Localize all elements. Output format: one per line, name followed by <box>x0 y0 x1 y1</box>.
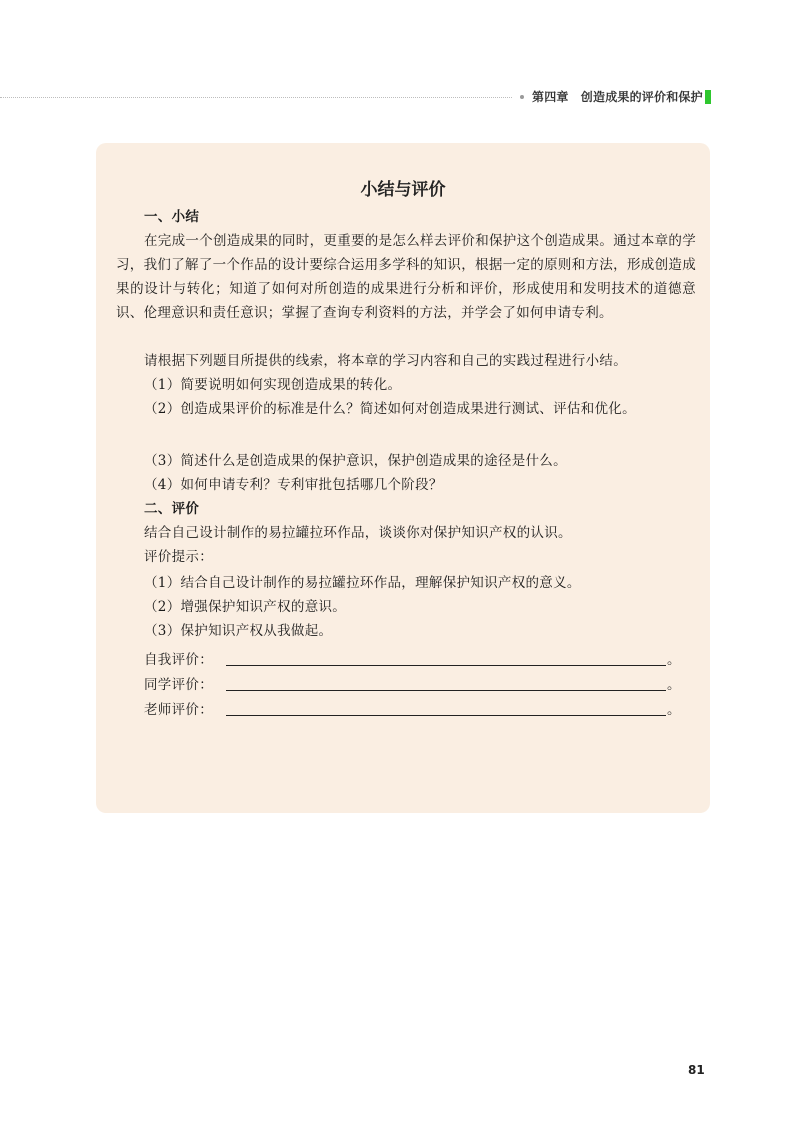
section1-intro: 在完成一个创造成果的同时，更重要的是怎么样去评价和保护这个创造成果。通过本章的学习，我们了解了一个作品的设计要综合运用多学科的知识，根据一定的原则和方法，形成创造成果的设计与转化；知道了如何对所创造的成果进行分析和评价，形成使用和发明技术的道德意识、伦理意识和责任意识；掌握了查询专利资料的方法，并学会了如何申请专利。 <box>116 233 696 321</box>
peer-evaluation-label: 同学评价： <box>144 677 213 693</box>
question-3: （3）简述什么是创造成果的保护意识，保护创造成果的途径是什么。 <box>144 453 567 469</box>
self-evaluation-end: 。 <box>667 652 681 668</box>
self-evaluation-row[interactable] <box>144 648 684 672</box>
peer-evaluation-line[interactable] <box>226 690 666 691</box>
header-dot <box>520 95 524 99</box>
question-4: （4）如何申请专利？专利审批包括哪几个阶段？ <box>144 477 443 493</box>
hint-label: 评价提示： <box>144 549 213 565</box>
teacher-evaluation-line[interactable] <box>226 715 666 716</box>
teacher-evaluation-row[interactable] <box>144 698 684 722</box>
self-evaluation-line[interactable] <box>226 665 666 666</box>
section1-instruction: 请根据下列题目所提供的线索，将本章的学习内容和自己的实践过程进行小结。 <box>144 353 627 369</box>
chapter-title: 第四章 创造成果的评价和保护 <box>532 90 703 104</box>
peer-evaluation-end: 。 <box>667 677 681 693</box>
header-accent-bar <box>705 90 711 104</box>
panel-title: 小结与评价 <box>360 180 446 200</box>
teacher-evaluation-end: 。 <box>667 702 681 718</box>
question-1: （1）简要说明如何实现创造成果的转化。 <box>144 377 402 393</box>
hint-1: （1）结合自己设计制作的易拉罐拉环作品，理解保护知识产权的意义。 <box>144 575 581 591</box>
header-rule <box>0 97 512 98</box>
teacher-evaluation-label: 老师评价： <box>144 702 213 718</box>
section1-heading: 一、小结 <box>144 209 200 225</box>
peer-evaluation-row[interactable] <box>144 673 684 697</box>
question-2: （2）创造成果评价的标准是什么？简述如何对创造成果进行测试、评估和优化。 <box>144 401 636 417</box>
hint-3: （3）保护知识产权从我做起。 <box>144 623 333 639</box>
section2-prompt: 结合自己设计制作的易拉罐拉环作品，谈谈你对保护知识产权的认识。 <box>144 525 572 541</box>
section2-heading: 二、评价 <box>144 501 200 517</box>
page-number: 81 <box>688 1063 705 1077</box>
self-evaluation-label: 自我评价： <box>144 652 213 668</box>
summary-panel <box>96 143 710 813</box>
hint-2: （2）增强保护知识产权的意识。 <box>144 599 347 615</box>
